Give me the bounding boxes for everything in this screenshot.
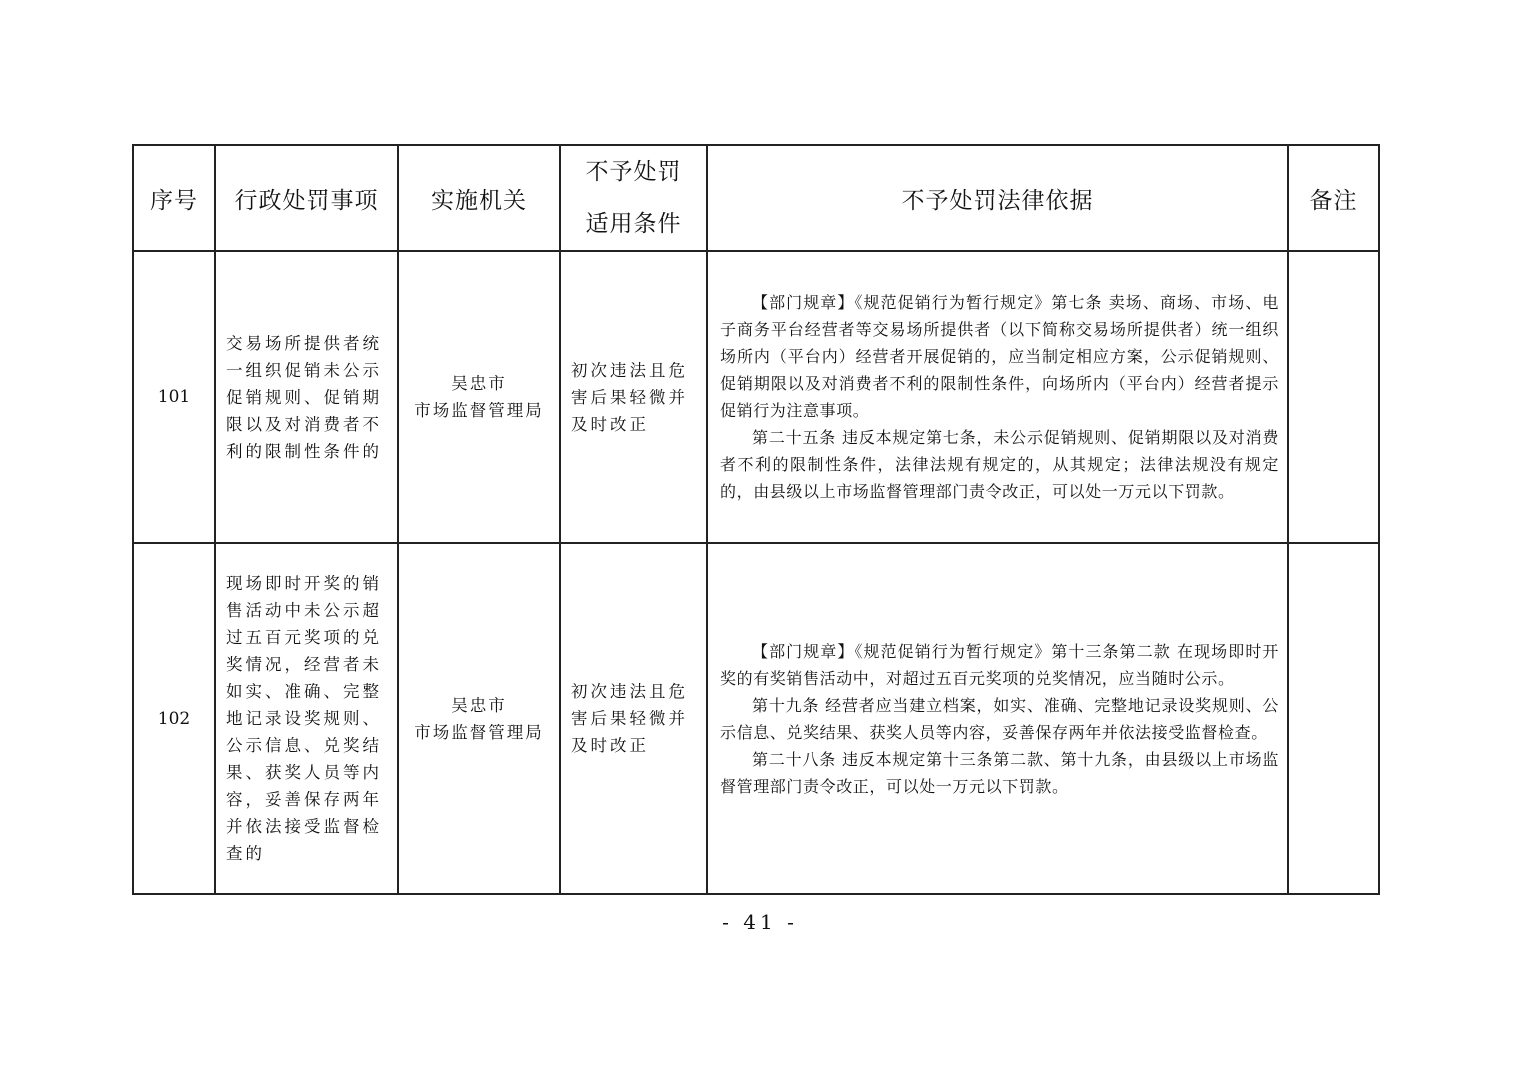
row-note (1288, 543, 1379, 894)
header-note: 备注 (1288, 145, 1379, 251)
table-header-row (133, 145, 1379, 251)
row-index: 101 (133, 251, 215, 543)
page-number: - 41 - (722, 910, 798, 934)
row-agency (398, 543, 560, 894)
header-item: 行政处罚事项 (215, 145, 398, 251)
basis-paragraph: 【部门规章】《规范促销行为暂行规定》第七条 卖场、商场、市场、电子商务平台经营者等交易场所提供者（以下简称交易场所提供者）统一组织场所内（平台内）经营者开展促销的，应当制定相应方案，公示促销规则、促销期限以及对消费者不利的限制性条件，向场所内（平台内）经营者提示促销行为注意事项。 (720, 293, 1279, 420)
basis-paragraph: 第二十五条 违反本规定第七条，未公示促销规则、促销期限以及对消费者不利的限制性条件，法律法规有规定的，从其规定；法律法规没有规定的，由县级以上市场监督管理部门责令改正，可以处一万元以下罚款。 (720, 428, 1279, 501)
row-index: 102 (133, 543, 215, 894)
row-agency-bureau: 市场监督管理局 (414, 401, 544, 420)
row-condition: 初次违法且危害后果轻微并及时改正 (560, 251, 707, 543)
basis-paragraph: 【部门规章】《规范促销行为暂行规定》第十三条第二款 在现场即时开奖的有奖销售活动中，对超过五百元奖项的兑奖情况，应当随时公示。 (720, 641, 1279, 688)
penalty-exemption-table (132, 144, 1380, 895)
basis-paragraph: 第十九条 经营者应当建立档案，如实、准确、完整地记录设奖规则、公示信息、兑奖结果、获奖人员等内容，妥善保存两年并依法接受监督检查。 (720, 695, 1279, 742)
row-note (1288, 251, 1379, 543)
row-legal-basis (707, 543, 1288, 894)
row-agency-city: 吴忠市 (451, 695, 507, 715)
row-penalty-item: 现场即时开奖的销售活动中未公示超过五百元奖项的兑奖情况，经营者未如实、准确、完整地记录设奖规则、公示信息、兑奖结果、获奖人员等内容，妥善保存两年并依法接受监督检查的 (215, 543, 398, 894)
row-condition: 初次违法且危害后果轻微并及时改正 (560, 543, 707, 894)
row-legal-basis (707, 251, 1288, 543)
row-penalty-item: 交易场所提供者统一组织促销未公示促销规则、促销期限以及对消费者不利的限制性条件的 (215, 251, 398, 543)
header-agency: 实施机关 (398, 145, 560, 251)
row-agency-city: 吴忠市 (451, 374, 507, 393)
header-condition-line2: 适用条件 (585, 211, 682, 237)
header-condition (560, 145, 707, 251)
table-row (133, 251, 1379, 543)
row-agency (398, 251, 560, 543)
header-basis: 不予处罚法律依据 (707, 145, 1288, 251)
header-condition-line1: 不予处罚 (585, 159, 682, 185)
header-index: 序号 (133, 145, 215, 251)
basis-paragraph: 第二十八条 违反本规定第十三条第二款、第十九条，由县级以上市场监督管理部门责令改正，可以处一万元以下罚款。 (720, 749, 1279, 796)
row-agency-bureau: 市场监督管理局 (414, 722, 544, 742)
table-row (133, 543, 1379, 894)
